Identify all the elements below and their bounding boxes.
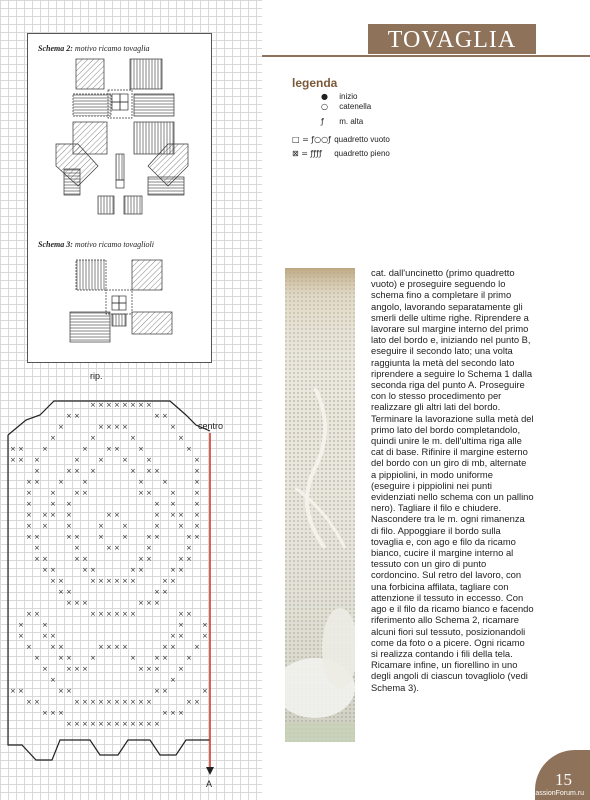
filled-square-mark: × <box>58 643 64 651</box>
filled-square-mark: × <box>146 555 152 563</box>
filled-square-mark: × <box>130 654 136 662</box>
filled-square-mark: × <box>178 709 184 717</box>
filled-square-mark: × <box>122 698 128 706</box>
filled-square-mark: × <box>98 423 104 431</box>
filled-square-mark: × <box>106 720 112 728</box>
filled-square-mark: × <box>114 643 120 651</box>
filled-square-mark: × <box>66 654 72 662</box>
filled-square-mark: × <box>154 522 160 530</box>
filled-square-mark: × <box>74 665 80 673</box>
filled-square-mark: × <box>114 445 120 453</box>
legend-label: quadretto pieno <box>334 149 390 158</box>
schema-3-number: Schema 3: <box>38 240 73 249</box>
filled-square-mark: × <box>98 698 104 706</box>
filled-square-mark: × <box>170 423 176 431</box>
filled-square-mark: × <box>82 698 88 706</box>
filled-square-mark: × <box>82 445 88 453</box>
filled-square-mark: × <box>26 511 32 519</box>
legend-item-treble <box>321 117 363 126</box>
filled-square-mark: × <box>50 566 56 574</box>
filled-square-mark: × <box>170 566 176 574</box>
legend-label: catenella <box>339 102 372 111</box>
filled-square-icon: ⊠ = ƒƒƒƒ <box>292 149 322 158</box>
filled-square-mark: × <box>90 566 96 574</box>
legend-title: legenda <box>292 76 338 90</box>
filled-square-mark: × <box>90 654 96 662</box>
filled-square-mark: × <box>146 467 152 475</box>
filled-square-mark: × <box>146 401 152 409</box>
filled-square-mark: × <box>186 698 192 706</box>
filled-square-mark: × <box>50 709 56 717</box>
repeat-label: rip. <box>90 371 103 381</box>
filled-square-mark: × <box>106 544 112 552</box>
filled-square-mark: × <box>58 709 64 717</box>
filled-square-mark: × <box>178 566 184 574</box>
filled-square-mark: × <box>178 522 184 530</box>
filled-square-mark: × <box>138 401 144 409</box>
filled-square-mark: × <box>138 478 144 486</box>
filled-square-mark: × <box>26 698 32 706</box>
filled-square-mark: × <box>178 434 184 442</box>
filled-square-mark: × <box>138 555 144 563</box>
filled-square-mark: × <box>98 522 104 530</box>
filled-square-mark: × <box>194 478 200 486</box>
filled-square-mark: × <box>122 533 128 541</box>
legend-label: quadretto vuoto <box>334 135 390 144</box>
filled-square-mark: × <box>42 522 48 530</box>
filled-square-mark: × <box>26 522 32 530</box>
filled-square-mark: × <box>138 665 144 673</box>
filled-square-mark: × <box>10 445 16 453</box>
filled-square-mark: × <box>66 467 72 475</box>
legend-label: inizio <box>339 92 358 101</box>
page-number-tab <box>530 750 590 800</box>
filled-square-mark: × <box>106 577 112 585</box>
page-title: TOVAGLIA <box>387 27 517 53</box>
filled-square-mark: × <box>18 687 24 695</box>
filled-square-mark: × <box>122 577 128 585</box>
filled-square-mark: × <box>66 511 72 519</box>
filled-square-mark: × <box>106 423 112 431</box>
filled-square-mark: × <box>34 478 40 486</box>
filled-square-mark: × <box>18 632 24 640</box>
filled-square-mark: × <box>194 698 200 706</box>
filled-square-mark: × <box>138 720 144 728</box>
filled-square-mark: × <box>114 423 120 431</box>
filled-square-mark: × <box>74 456 80 464</box>
header-rule <box>262 55 590 57</box>
filled-square-mark: × <box>50 500 56 508</box>
legend-label: m. alta <box>339 117 364 126</box>
filled-square-mark: × <box>18 621 24 629</box>
filled-square-mark: × <box>106 401 112 409</box>
filled-square-mark: × <box>154 665 160 673</box>
filled-square-mark: × <box>42 709 48 717</box>
legend-item-chain <box>321 102 371 111</box>
legend-item-start <box>321 92 357 101</box>
filled-square-mark: × <box>50 632 56 640</box>
filled-square-mark: × <box>154 467 160 475</box>
filled-square-mark: × <box>170 676 176 684</box>
filled-square-mark: × <box>98 610 104 618</box>
filled-square-mark: × <box>50 577 56 585</box>
filled-square-mark: × <box>194 511 200 519</box>
filled-square-mark: × <box>122 522 128 530</box>
filled-square-mark: × <box>178 555 184 563</box>
filled-square-mark: × <box>82 599 88 607</box>
filled-square-mark: × <box>146 533 152 541</box>
filled-square-mark: × <box>130 698 136 706</box>
filled-square-mark: × <box>50 676 56 684</box>
filled-square-mark: × <box>170 511 176 519</box>
filled-square-mark: × <box>74 467 80 475</box>
filled-square-mark: × <box>162 577 168 585</box>
filled-square-mark: × <box>34 544 40 552</box>
filled-square-mark: × <box>122 610 128 618</box>
filled-square-mark: × <box>74 412 80 420</box>
filled-square-mark: × <box>114 720 120 728</box>
filled-square-mark: × <box>178 610 184 618</box>
filled-square-mark: × <box>82 665 88 673</box>
legend-item-empty-square <box>292 135 390 144</box>
filled-square-mark: × <box>178 511 184 519</box>
filled-square-mark: × <box>74 720 80 728</box>
filled-square-mark: × <box>42 445 48 453</box>
schema-3-diagram <box>28 252 211 362</box>
filled-square-mark: × <box>186 544 192 552</box>
filled-square-mark: × <box>186 610 192 618</box>
filled-square-mark: × <box>66 588 72 596</box>
filled-square-mark: × <box>58 423 64 431</box>
filled-square-mark: × <box>98 720 104 728</box>
filled-square-mark: × <box>130 467 136 475</box>
filled-square-mark: × <box>146 720 152 728</box>
filled-square-mark: × <box>74 698 80 706</box>
filled-square-mark: × <box>162 643 168 651</box>
filled-square-mark: × <box>170 577 176 585</box>
schema-2-caption: motivo ricamo tovaglia <box>74 44 150 53</box>
filled-square-mark: × <box>162 588 168 596</box>
filled-square-mark: × <box>58 588 64 596</box>
filled-square-mark: × <box>194 533 200 541</box>
filled-square-mark: × <box>66 599 72 607</box>
filled-square-mark: × <box>186 533 192 541</box>
lace-photo <box>285 268 355 742</box>
filled-square-mark: × <box>42 665 48 673</box>
filled-square-mark: × <box>42 621 48 629</box>
chain-icon: ○ <box>321 102 328 111</box>
filled-square-mark: × <box>130 401 136 409</box>
filled-square-mark: × <box>106 643 112 651</box>
filled-square-mark: × <box>82 720 88 728</box>
crochet-chart <box>0 371 262 790</box>
schema-box <box>27 33 212 363</box>
filled-square-mark: × <box>154 654 160 662</box>
filled-square-mark: × <box>98 577 104 585</box>
filled-square-mark: × <box>130 566 136 574</box>
filled-square-mark: × <box>162 709 168 717</box>
filled-square-mark: × <box>130 610 136 618</box>
filled-square-mark: × <box>178 621 184 629</box>
point-a-label: A <box>206 779 213 789</box>
schema-3-title <box>38 240 154 249</box>
filled-square-mark: × <box>194 500 200 508</box>
filled-square-mark: × <box>66 720 72 728</box>
watermark: PassionForum.ru <box>530 790 584 797</box>
filled-square-mark: × <box>26 489 32 497</box>
filled-square-mark: × <box>202 621 208 629</box>
filled-square-mark: × <box>178 632 184 640</box>
filled-square-mark: × <box>98 456 104 464</box>
start-icon: ● <box>321 92 328 101</box>
filled-square-mark: × <box>18 456 24 464</box>
filled-square-mark: × <box>90 698 96 706</box>
filled-square-mark: × <box>154 588 160 596</box>
filled-square-mark: × <box>106 511 112 519</box>
schema-2-diagram <box>28 34 211 234</box>
filled-square-mark: × <box>106 610 112 618</box>
lace-photo-image <box>285 268 355 742</box>
filled-square-mark: × <box>122 720 128 728</box>
filled-square-mark: × <box>114 698 120 706</box>
filled-square-mark: × <box>50 511 56 519</box>
filled-square-mark: × <box>186 555 192 563</box>
filled-square-mark: × <box>146 544 152 552</box>
filled-square-mark: × <box>74 533 80 541</box>
filled-square-mark: × <box>130 720 136 728</box>
filled-square-mark: × <box>82 478 88 486</box>
filled-square-mark: × <box>26 533 32 541</box>
filled-square-mark: × <box>66 412 72 420</box>
legend-item-filled-square <box>292 149 390 158</box>
filled-square-mark: × <box>90 467 96 475</box>
filled-square-mark: × <box>34 610 40 618</box>
filled-square-mark: × <box>114 610 120 618</box>
filled-square-mark: × <box>114 511 120 519</box>
filled-square-mark: × <box>42 566 48 574</box>
filled-square-mark: × <box>74 544 80 552</box>
filled-square-mark: × <box>154 720 160 728</box>
filled-square-mark: × <box>138 566 144 574</box>
filled-square-mark: × <box>34 467 40 475</box>
filled-square-mark: × <box>74 555 80 563</box>
treble-icon: ƒ <box>321 117 324 126</box>
filled-square-mark: × <box>138 445 144 453</box>
filled-square-mark: × <box>90 434 96 442</box>
filled-square-mark: × <box>194 522 200 530</box>
schema-2-number: Schema 2: <box>38 44 73 53</box>
filled-square-mark: × <box>162 687 168 695</box>
filled-square-mark: × <box>58 687 64 695</box>
filled-square-mark: × <box>170 643 176 651</box>
center-label: centro <box>198 421 224 431</box>
filled-square-mark: × <box>34 654 40 662</box>
page-number: 15 <box>555 770 572 789</box>
filled-square-mark: × <box>74 489 80 497</box>
filled-square-mark: × <box>66 665 72 673</box>
filled-square-mark: × <box>130 577 136 585</box>
filled-square-mark: × <box>90 577 96 585</box>
filled-square-mark: × <box>114 401 120 409</box>
filled-square-mark: × <box>202 687 208 695</box>
filled-square-mark: × <box>106 445 112 453</box>
filled-square-mark: × <box>194 456 200 464</box>
filled-square-mark: × <box>26 478 32 486</box>
filled-square-mark: × <box>10 687 16 695</box>
filled-square-mark: × <box>170 489 176 497</box>
filled-square-mark: × <box>50 643 56 651</box>
filled-square-mark: × <box>146 698 152 706</box>
filled-square-mark: × <box>42 555 48 563</box>
filled-square-mark: × <box>138 599 144 607</box>
filled-square-mark: × <box>146 489 152 497</box>
filled-square-mark: × <box>66 522 72 530</box>
filled-square-mark: × <box>106 698 112 706</box>
title-banner <box>368 24 536 54</box>
filled-square-mark: × <box>82 566 88 574</box>
filled-square-mark: × <box>138 698 144 706</box>
filled-square-mark: × <box>74 599 80 607</box>
filled-square-mark: × <box>122 401 128 409</box>
filled-square-mark: × <box>146 456 152 464</box>
filled-square-mark: × <box>34 456 40 464</box>
instructions-text: cat. dall'uncinetto (primo quadretto vuoto) e proseguire seguendo lo schema fino a completare il primo angolo, lavorando separatamente gli smerli delle ultime righe. Riprendere a lavorare sul margine interno del primo lato del bordo e, iniziando nel punto B, eseguire il secondo lato; una volta raggiunta la metà del secondo lato riprendere a seguire lo Schema 1 dalla seconda riga del punto A. Proseguire con lo stesso procedimento per realizzare gli altri lati del bordo. Terminare la lavorazione sulla metà del primo lato del bordo completandolo, quindi unire le m. dell'ultima riga alle cat di base. Rifinire il margine esterno del bordo con un giro di mb, alternate a pippiolini, in modo uniforme (eseguire i pippiolini nei punti evidenziati nello schema con un pallino nero). Tagliare il filo e chiudere. Nascondere tra le m. ogni rimanenza di filo. Appoggiare il bordo sulla tovaglia e, con ago e filo da ricamo bianco, cucire il margine interno al tessuto con un giro di punto cordoncino. Sul retro del lavoro, con una forbicina affilata, tagliare con attenzione il tessuto in eccesso. Con ago e il filo da ricamo bianco e facendo riferimento allo Schema 2, ricamare alcuni fiori sul tessuto, posizionandoli come da foto o a picere. Ogni ricamo si realizza contando i fili della tela. Ricamare infine, un fiorellino in uno degli angoli di ciascun tovagliolo (vedi Schema 3). <box>371 267 534 693</box>
filled-square-mark: × <box>82 555 88 563</box>
filled-square-mark: × <box>98 643 104 651</box>
filled-square-mark: × <box>58 654 64 662</box>
filled-square-mark: × <box>66 533 72 541</box>
filled-square-mark: × <box>58 478 64 486</box>
filled-square-mark: × <box>98 401 104 409</box>
filled-square-mark: × <box>162 412 168 420</box>
filled-square-mark: × <box>114 544 120 552</box>
filled-square-mark: × <box>26 643 32 651</box>
filled-square-mark: × <box>26 610 32 618</box>
filled-square-mark: × <box>58 577 64 585</box>
filled-square-mark: × <box>146 665 152 673</box>
filled-square-mark: × <box>202 632 208 640</box>
filled-square-mark: × <box>82 489 88 497</box>
filled-square-mark: × <box>154 511 160 519</box>
filled-square-mark: × <box>34 555 40 563</box>
filled-square-mark: × <box>186 654 192 662</box>
crochet-chart-svg <box>0 395 262 790</box>
filled-square-mark: × <box>122 456 128 464</box>
filled-square-mark: × <box>50 434 56 442</box>
filled-square-mark: × <box>130 434 136 442</box>
filled-square-mark: × <box>154 599 160 607</box>
filled-square-mark: × <box>162 654 168 662</box>
filled-square-mark: × <box>194 643 200 651</box>
filled-square-mark: × <box>186 445 192 453</box>
filled-square-mark: × <box>114 577 120 585</box>
filled-square-mark: × <box>42 511 48 519</box>
filled-square-mark: × <box>10 456 16 464</box>
filled-square-mark: × <box>42 632 48 640</box>
filled-square-mark: × <box>154 533 160 541</box>
filled-square-mark: × <box>154 500 160 508</box>
filled-square-mark: × <box>170 632 176 640</box>
filled-square-mark: × <box>90 720 96 728</box>
filled-square-mark: × <box>194 489 200 497</box>
filled-square-mark: × <box>170 500 176 508</box>
filled-square-mark: × <box>178 665 184 673</box>
filled-square-mark: × <box>98 533 104 541</box>
filled-square-mark: × <box>50 489 56 497</box>
filled-square-mark: × <box>154 687 160 695</box>
filled-square-mark: × <box>162 478 168 486</box>
filled-square-mark: × <box>122 423 128 431</box>
filled-square-mark: × <box>122 643 128 651</box>
filled-square-mark: × <box>34 533 40 541</box>
filled-square-mark: × <box>90 401 96 409</box>
filled-square-mark: × <box>26 500 32 508</box>
filled-square-mark: × <box>18 445 24 453</box>
filled-square-mark: × <box>90 610 96 618</box>
filled-square-mark: × <box>170 709 176 717</box>
filled-square-mark: × <box>34 698 40 706</box>
filled-square-mark: × <box>146 599 152 607</box>
filled-square-mark: × <box>194 467 200 475</box>
filled-square-mark: × <box>154 412 160 420</box>
filled-square-mark: × <box>66 687 72 695</box>
schema-3-caption: motivo ricamo tovaglioli <box>74 240 154 249</box>
filled-square-mark: × <box>138 489 144 497</box>
empty-square-icon: □ = ƒ○○ƒ <box>292 135 331 144</box>
filled-square-mark: × <box>66 500 72 508</box>
